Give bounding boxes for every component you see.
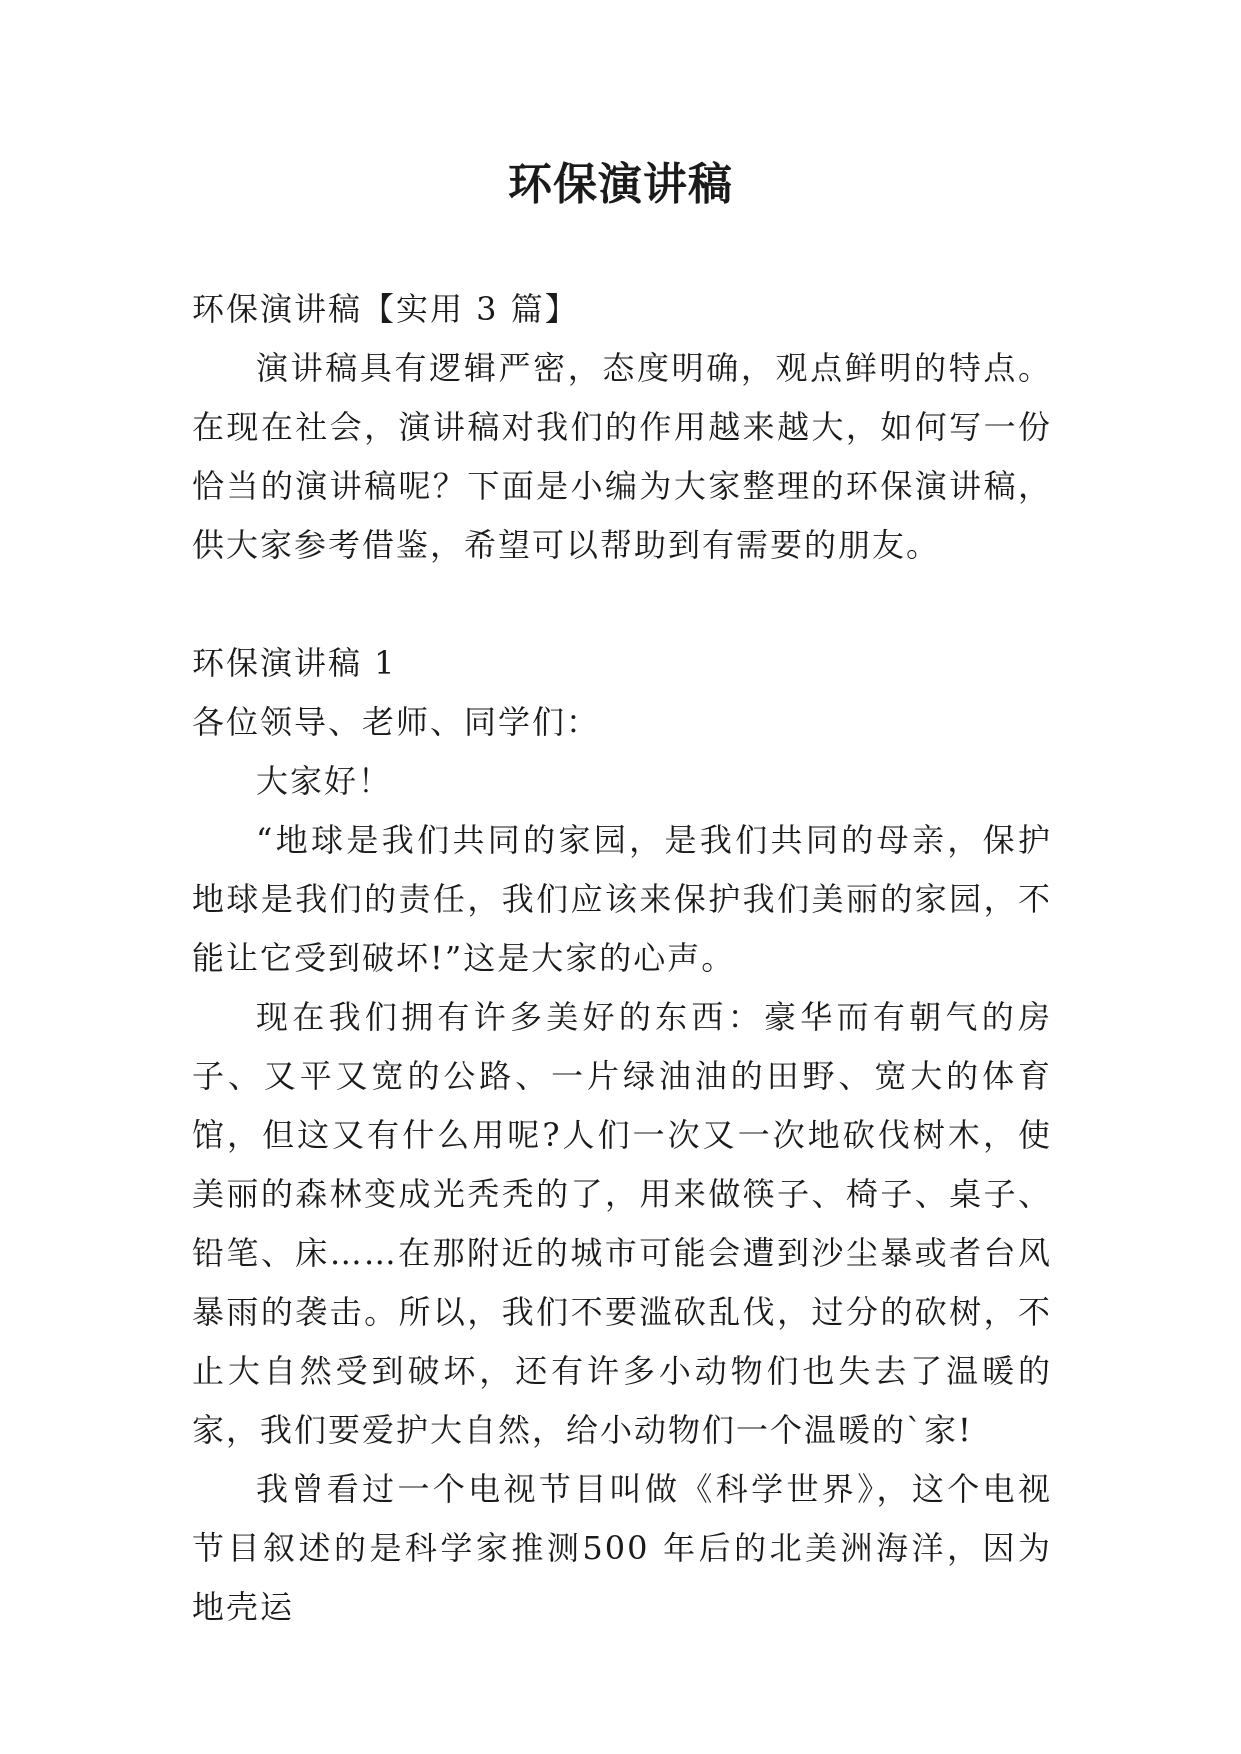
salutation: 各位领导、老师、同学们： [192,703,601,741]
intro-paragraph: 演讲稿具有逻辑严密，态度明确，观点鲜明的特点。在现在社会，演讲稿对我们的作用越来越大，如何写一份恰当的演讲稿呢？下面是小编为大家整理的环保演讲稿，供大家参考借鉴，希望可以帮助到有需要的朋友。 [192,349,1052,564]
body-paragraph: 现在我们拥有许多美好的东西：豪华而有朝气的房子、又平又宽的公路、一片绿油油的田野、宽大的体育馆，但这又有什么用呢?人们一次又一次地砍伐树木，使美丽的森林变成光秃秃的了，用来做筷子、椅子、桌子、铅笔、床……在那附近的城市可能会遭到沙尘暴或者台风暴雨的袭击。所以，我们不要滥砍乱伐，过分的砍树，不止大自然受到破坏，还有许多小动物们也失去了温暖的家，我们要爱护大自然，给小动物们一个温暖的`家! [192,998,1052,1449]
document-subtitle: 环保演讲稿【实用 3 篇】 [192,290,579,328]
spacer [192,575,1052,634]
body-paragraph: 我曾看过一个电视节目叫做《科学世界》，这个电视节目叙述的是科学家推测500 年后的北美洲海洋，因为地壳运 [192,1470,1052,1626]
body-paragraph: “地球是我们共同的家园，是我们共同的母亲，保护地球是我们的责任，我们应该来保护我们美丽的家园，不能让它受到破坏!”这是大家的心声。 [192,821,1052,977]
greeting: 大家好！ [256,762,393,800]
document-body [192,280,1052,1637]
section-heading: 环保演讲稿 1 [192,644,397,682]
document-title: 环保演讲稿 [508,159,733,210]
